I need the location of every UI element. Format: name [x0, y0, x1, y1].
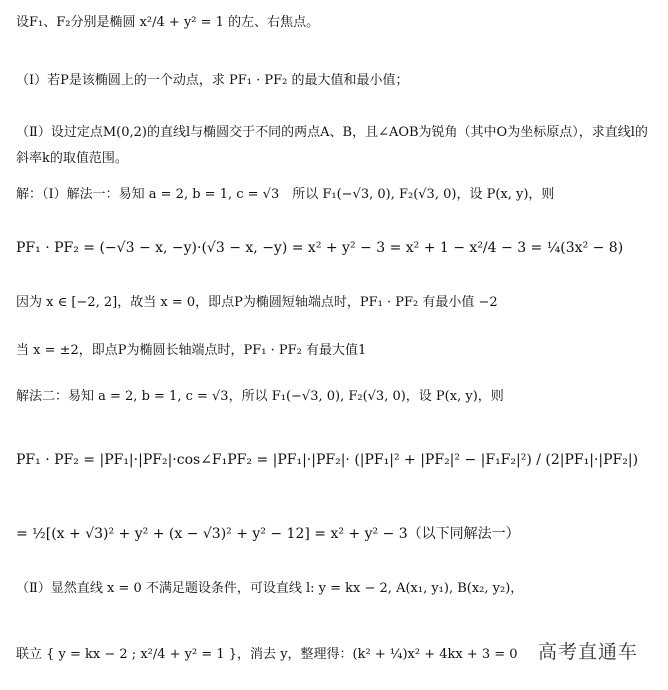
problem-part2-line1: （Ⅱ）设过定点M(0,2)的直线l与椭圆交于不同的两点A、B，且∠AOB为锐角（其中O为坐标原点），求直线l的 [16, 125, 648, 140]
solution-maximum-statement: 当 x = ±2，即点P为椭圆长轴端点时，PF₁ · PF₂ 有最大值1 [16, 343, 367, 358]
solution-method1-header: 解：（Ⅰ）解法一：易知 a = 2, b = 1, c = √3 所以 F₁(−√3, 0), F₂(√3, 0)，设 P(x, y)，则 [16, 187, 555, 202]
problem-part1: （Ⅰ）若P是该椭圆上的一个动点，求 PF₁ · PF₂ 的最大值和最小值； [16, 73, 409, 88]
solution-dot-product-expansion: PF₁ · PF₂ = (−√3 − x, −y)·(√3 − x, −y) = x² + y² − 3 = x² + 1 − x²/4 − 3 = ¼(3x² − 8) [16, 240, 624, 256]
solution-method2-header: 解法二：易知 a = 2, b = 1, c = √3，所以 F₁(−√3, 0), F₂(√3, 0)，设 P(x, y)，则 [16, 389, 504, 404]
solution-system-equations: 联立 { y = kx − 2 ; x²/4 + y² = 1 }，消去 y，整理得：(k² + ¼)x² + 4kx + 3 = 0 [16, 647, 518, 662]
solution-part2-setup: （Ⅱ）显然直线 x = 0 不满足题设条件，可设直线 l: y = kx − 2, A(x₁, y₁), B(x₂, y₂)， [16, 581, 524, 596]
watermark-text: 高考直通车 [537, 641, 638, 663]
solution-cosine-formula: PF₁ · PF₂ = |PF₁|·|PF₂|·cos∠F₁PF₂ = |PF₁|·|PF₂|· (|PF₁|² + |PF₂|² − |F₁F₂|²) / (2|PF₁|·|PF₂|) [16, 452, 639, 468]
solution-simplification: = ½[(x + √3)² + y² + (x − √3)² + y² − 12] = x² + y² − 3（以下同解法一） [16, 526, 520, 542]
solution-minimum-statement: 因为 x ∈ [−2, 2]，故当 x = 0，即点P为椭圆短轴端点时，PF₁ · PF₂ 有最小值 −2 [16, 295, 498, 310]
problem-intro: 设F₁、F₂分别是椭圆 x²/4 + y² = 1 的左、右焦点。 [16, 15, 320, 30]
problem-part2-line2: 斜率k的取值范围。 [16, 151, 128, 166]
